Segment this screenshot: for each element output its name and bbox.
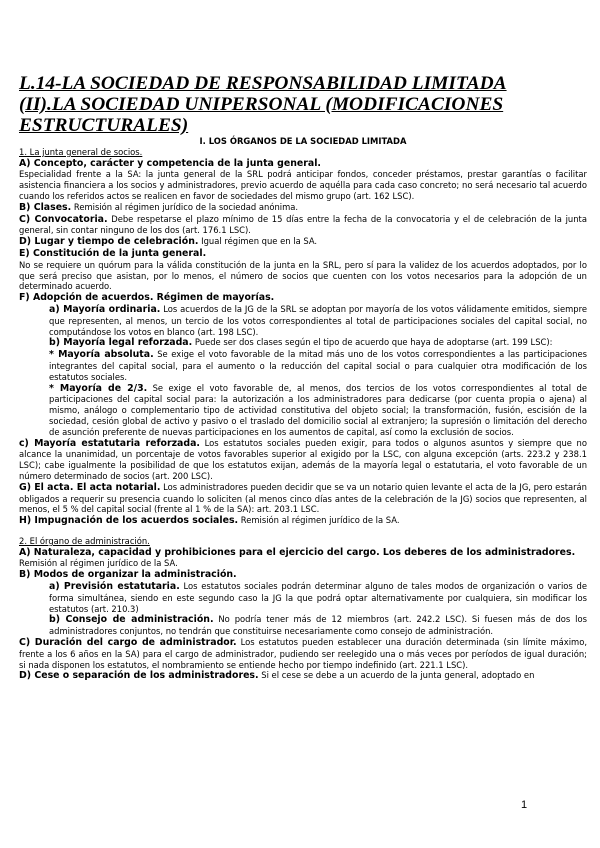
paragraph-1f-b-2: * Mayoría de 2/3. Se exige el voto favorable de, al menos, dos tercios de los votos correspondientes al total de participaciones del capital social para: la autorización a los administradores para dedicarse (por cuenta propia o ajena) al mismo, análogo o complementario tipo de actividad constitutiva del objeto social; la transformación, fusión, escisión de la sociedad, cesión global de activo y pasivo o el traslado del domicilio social al extranjero; la supresión o limitación del derecho de asunción preferente de nuevas participaciones en los aumentos de capital, así como la exclusión de socios. [49, 382, 587, 437]
paragraph-1c: C) Convocatoria. Debe respetarse el plazo mínimo de 15 días entre la fecha de la convocatoria y el de celebración de la junta general, sin contar ninguno de los dos (art. 176.1 LSC). [19, 213, 587, 236]
section-spacer [19, 527, 587, 536]
paragraph-2a-text: Remisión al régimen jurídico de la SA. [19, 558, 178, 569]
paragraph-1e: E) Constitución de la junta general. [19, 247, 207, 259]
paragraph-2b: B) Modos de organizar la administración. [19, 569, 237, 581]
document-title-line-1: L.14-LA SOCIEDAD DE RESPONSABILIDAD LIMITADA [19, 73, 507, 94]
document-title-line-3: ESTRUCTURALES) [19, 115, 189, 136]
paragraph-1e-text: No se requiere un quórum para la válida constitución de la junta en la SRL, pero sí para la validez de los acuerdos adoptados, por lo que será preciso que asistan, por lo menos, el número de socios que cuenten con los votos necesarios para la adopción de un determinado acuerdo. [19, 259, 587, 292]
paragraph-1b: B) Clases. Remisión al régimen jurídico de la sociedad anónima. [19, 201, 299, 213]
paragraph-2b-a: a) Previsión estatutaria. Los estatutos sociales podrán determinar alguno de tales modos de organización o varios de forma simultánea, siendo en este segundo caso la JG la que podrá optar alternativamente por cualquiera, sin modificar los estatutos (art. 210.3) [49, 581, 587, 614]
paragraph-1d: D) Lugar y tiempo de celebración. Igual régimen que en la SA. [19, 236, 318, 248]
paragraph-1f-b-1: * Mayoría absoluta. Se exige el voto favorable de la mitad más uno de los votos correspondientes a las participaciones integrantes del capital social, para el aumento o la reducción del capital social o para cualquier otra modificación de los estatutos sociales. [49, 349, 587, 382]
section-1-heading: 1. La junta general de socios. [19, 146, 143, 157]
paragraph-1a-heading: A) Concepto, carácter y competencia de la junta general. [19, 157, 321, 169]
document-title-block [19, 73, 584, 136]
paragraph-1f: F) Adopción de acuerdos. Régimen de mayorías. [19, 292, 275, 304]
paragraph-1f-a: a) Mayoría ordinaria. Los acuerdos de la JG de la SRL se adoptan por mayoría de los votos válidamente emitidos, siempre que representen, al menos, un tercio de los votos correspondientes al total de participaciones sociales del capital social, no computándose los votos en blanco (art. 198 LSC). [49, 303, 587, 337]
section-title: I. LOS ÓRGANOS DE LA SOCIEDAD LIMITADA [199, 136, 407, 146]
document-body [19, 136, 587, 682]
paragraph-2b-b: b) Consejo de administración. No podría tener más de 12 miembros (art. 242.2 LSC). Si fuesen más de dos los administradores conjuntos, no tendrán que constituirse necesariamente como consejo de administración. [49, 614, 587, 637]
paragraph-1a [19, 158, 587, 170]
page-number: 1 [521, 799, 528, 811]
paragraph-2d: D) Cese o separación de los administradores. Si el cese se debe a un acuerdo de la junta general, adoptado en [19, 670, 535, 682]
paragraph-1g: G) El acta. El acta notarial. Los administradores pueden decidir que se va un notario quien levante el acta de la JG, pero estarán obligados a requerir su presencia cuando lo soliciten (al menos cinco días antes de la celebración de la JG) socios que representen, al menos, el 5 % del capital social (frente al 1 % de la SA): art. 203.1 LSC. [19, 481, 587, 515]
paragraph-1f-b: b) Mayoría legal reforzada. Puede ser dos clases según el tipo de acuerdo que haya de adoptarse (art. 199 LSC): [49, 337, 553, 349]
paragraph-1h: H) Impugnación de los acuerdos sociales. Remisión al régimen jurídico de la SA. [19, 515, 400, 527]
document-title-line-2: (II).LA SOCIEDAD UNIPERSONAL (MODIFICACIONES [19, 94, 504, 115]
section-2-heading: 2. El órgano de administración. [19, 535, 150, 546]
paragraph-2c: C) Duración del cargo de administrador. Los estatutos pueden establecer una duración determinada (sin límite máximo, frente a los 6 años en la SA) para el cargo de administrador, pudiendo ser reelegido una o más veces por períodos de igual duración; si nada disponen los estatutos, el nombramiento se entiende hecho por tiempo indefinido (art. 221.1 LSC). [19, 637, 587, 670]
paragraph-1a-text: Especialidad frente a la SA: la junta general de la SRL podrá anticipar fondos, conceder préstamos, prestar garantías o facilitar asistencia financiera a los socios y administradores, previo acuerdo de aquélla para cada caso concreto; no será necesario tal acuerdo cuando los referidos actos se realicen en favor de sociedades del mismo grupo (art. 162 LSC). [19, 169, 587, 201]
paragraph-1f-c: c) Mayoría estatutaria reforzada. Los estatutos sociales pueden exigir, para todos o algunos asuntos y siempre que no alcance la unanimidad, un porcentaje de votos favorables superior al exigido por la LSC, con alguna excepción (arts. 223.2 y 238.1 LSC); cabe igualmente la posibilidad de que los estatutos exijan, además de la mayoría legal o estatutaria, el voto favorable de un número determinado de socios (art. 200 LSC). [19, 437, 587, 481]
paragraph-2a: A) Naturaleza, capacidad y prohibiciones para el ejercicio del cargo. Los deberes de los administradores. [19, 546, 576, 558]
